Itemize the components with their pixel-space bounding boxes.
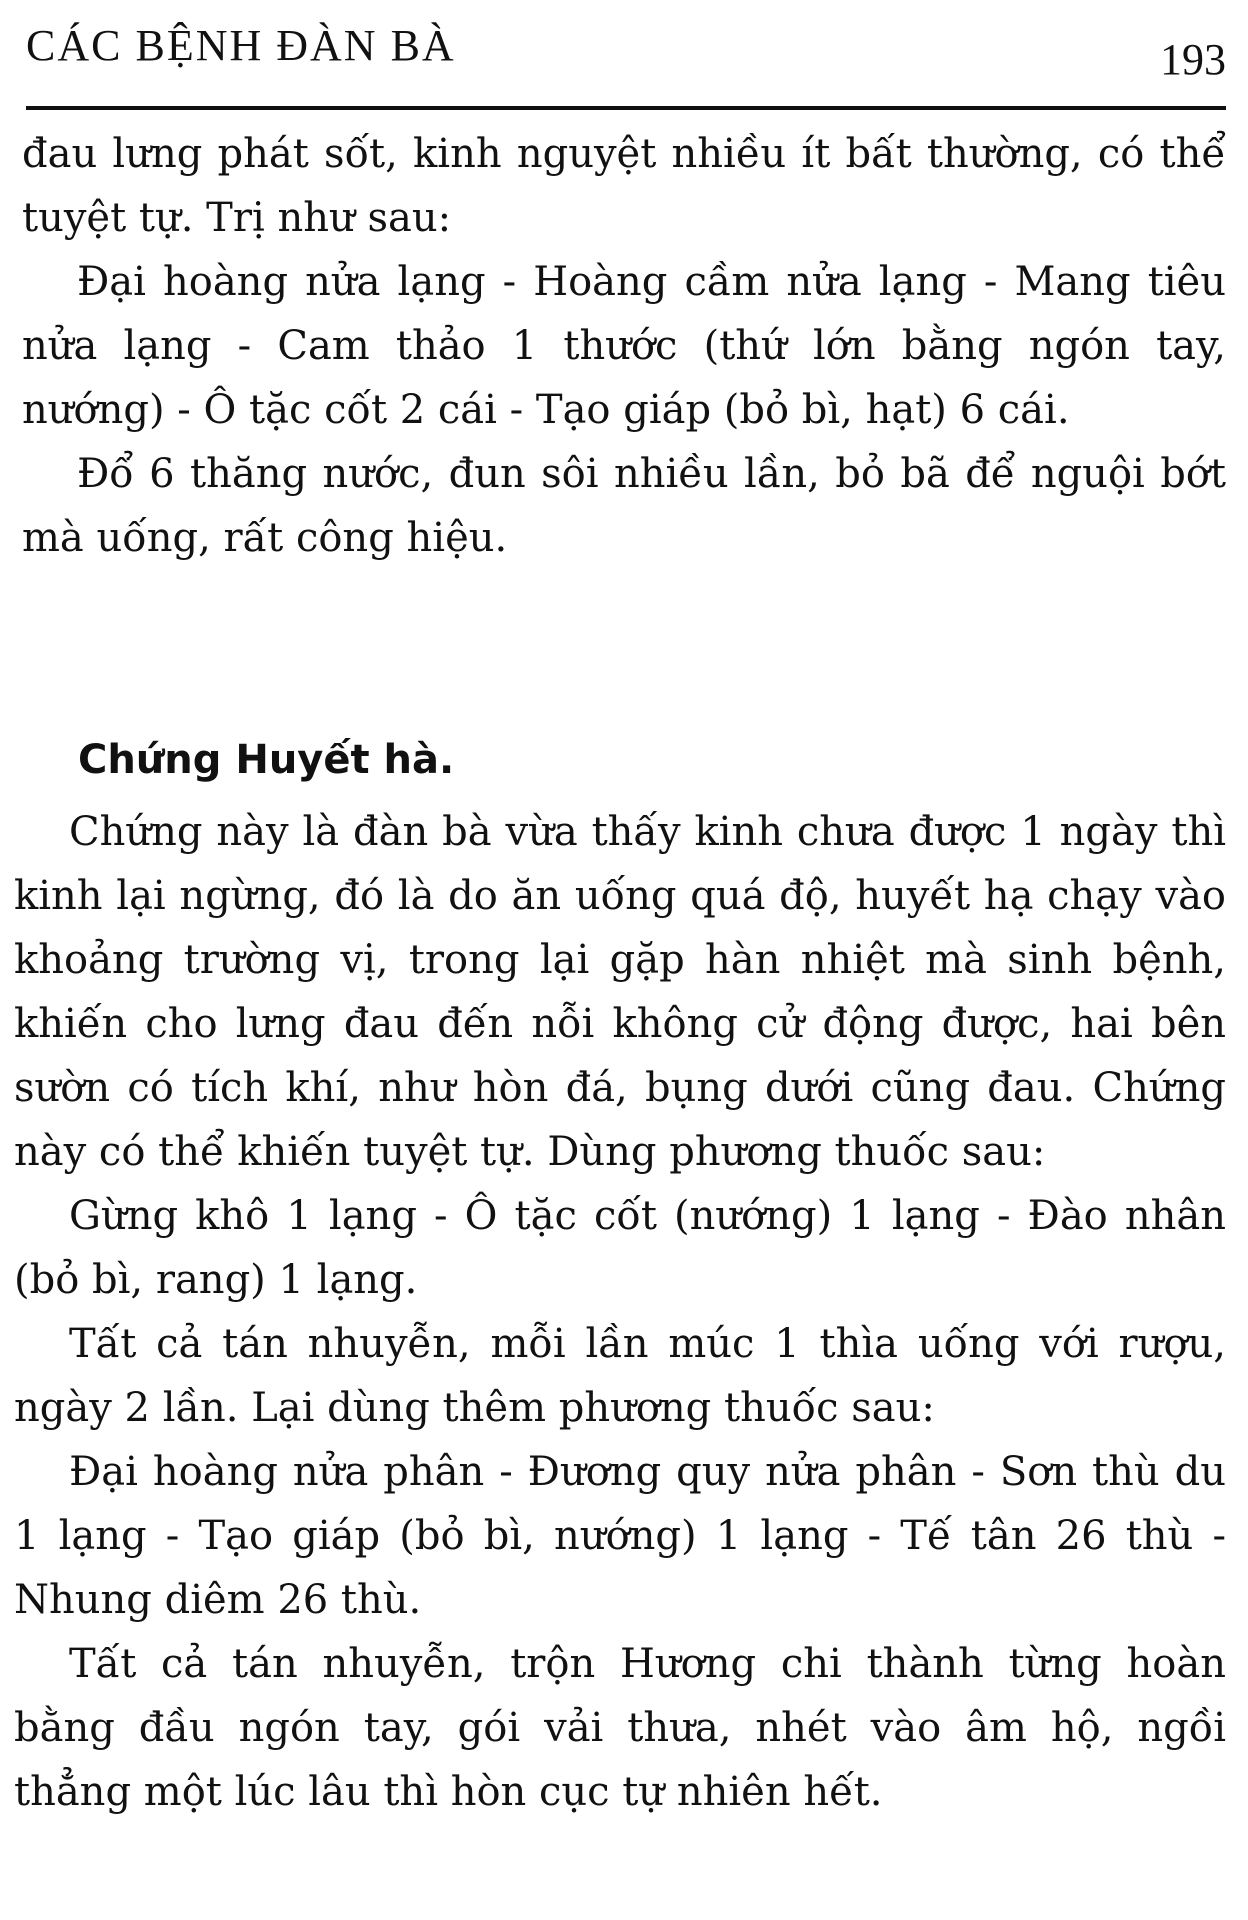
paragraph: Đại hoàng nửa phân - Đương quy nửa phân - Sơn thù du 1 lạng - Tạo giáp (bỏ bì, nướng) 1 lạng - Tế tân 26 thù - Nhung diêm 26 thù. bbox=[14, 1449, 1226, 1623]
section-huyet-ha-text bbox=[14, 800, 1226, 1824]
paragraph: Tất cả tán nhuyễn, mỗi lần múc 1 thìa uống với rượu, ngày 2 lần. Lại dùng thêm phương thuốc sau: bbox=[14, 1321, 1226, 1431]
paragraph: đau lưng phát sốt, kinh nguyệt nhiều ít bất thường, có thể tuyệt tự. Trị như sau: bbox=[22, 131, 1226, 241]
paragraph: Đại hoàng nửa lạng - Hoàng cầm nửa lạng - Mang tiêu nửa lạng - Cam thảo 1 thước (thứ lớn bằng ngón tay, nướng) - Ô tặc cốt 2 cái - Tạo giáp (bỏ bì, hạt) 6 cái. bbox=[22, 259, 1226, 433]
section-heading: Chứng Huyết hà. bbox=[78, 737, 455, 783]
header-rule bbox=[26, 106, 1226, 110]
section-continued-text bbox=[22, 122, 1226, 570]
paragraph: Đổ 6 thăng nước, đun sôi nhiều lần, bỏ bã để nguội bớt mà uống, rất công hiệu. bbox=[22, 451, 1226, 561]
running-header bbox=[26, 22, 1226, 82]
running-title: CÁC BỆNH ĐÀN BÀ bbox=[26, 21, 456, 70]
paragraph: Chứng này là đàn bà vừa thấy kinh chưa được 1 ngày thì kinh lại ngừng, đó là do ăn uống quá độ, huyết hạ chạy vào khoảng trường vị, trong lại gặp hàn nhiệt mà sinh bệnh, khiến cho lưng đau đến nỗi không cử động được, hai bên sườn có tích khí, như hòn đá, bụng dưới cũng đau. Chứng này có thể khiến tuyệt tự. Dùng phương thuốc sau: bbox=[14, 809, 1226, 1175]
paragraph: Tất cả tán nhuyễn, trộn Hương chi thành từng hoàn bằng đầu ngón tay, gói vải thưa, nhét vào âm hộ, ngồi thẳng một lúc lâu thì hòn cục tự nhiên hết. bbox=[14, 1641, 1226, 1815]
page-number: 193 bbox=[1160, 35, 1226, 84]
paragraph: Gừng khô 1 lạng - Ô tặc cốt (nướng) 1 lạng - Đào nhân (bỏ bì, rang) 1 lạng. bbox=[14, 1193, 1226, 1303]
